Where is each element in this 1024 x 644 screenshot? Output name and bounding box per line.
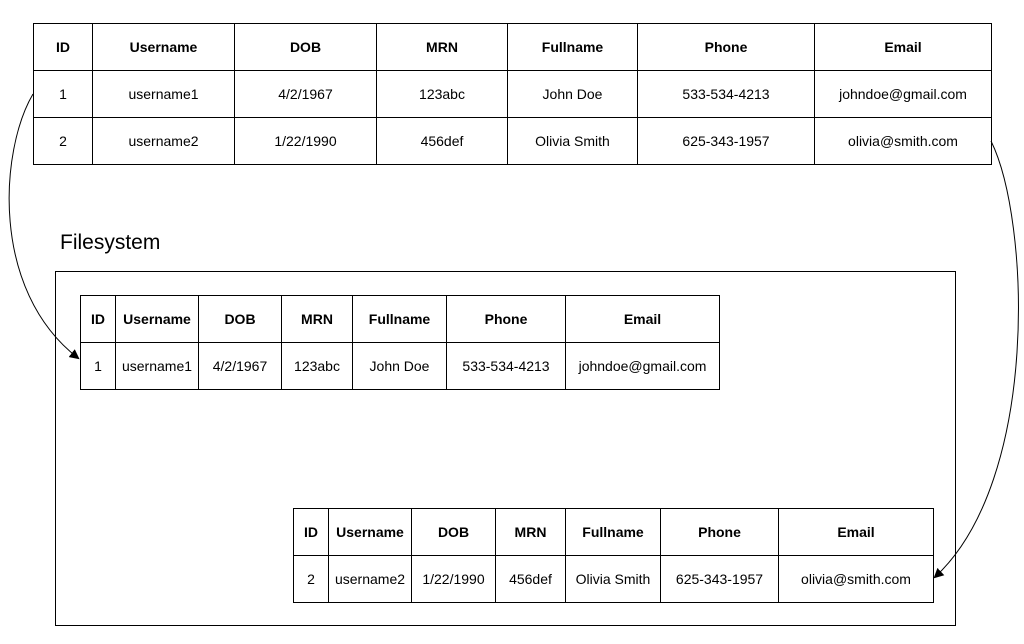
column-header-fullname: Fullname [566,509,661,556]
table-row [81,343,720,390]
column-header-phone: Phone [638,24,815,71]
column-header-email: Email [566,296,720,343]
table-row [34,71,992,118]
column-header-id: ID [81,296,116,343]
cell-phone: 625-343-1957 [661,556,779,603]
table-header-row [81,296,720,343]
cell-phone: 625-343-1957 [638,118,815,165]
cell-fullname: Olivia Smith [508,118,638,165]
cell-mrn: 456def [377,118,508,165]
cell-username: username1 [93,71,235,118]
cell-dob: 4/2/1967 [235,71,377,118]
cell-username: username1 [116,343,199,390]
users-table [33,23,992,165]
column-header-username: Username [93,24,235,71]
column-header-dob: DOB [412,509,496,556]
table-row [294,556,934,603]
column-header-fullname: Fullname [508,24,638,71]
table-header-row [294,509,934,556]
cell-mrn: 123abc [377,71,508,118]
cell-id: 1 [34,71,93,118]
cell-mrn: 456def [496,556,566,603]
cell-dob: 4/2/1967 [199,343,282,390]
column-header-phone: Phone [447,296,566,343]
cell-phone: 533-534-4213 [447,343,566,390]
cell-mrn: 123abc [282,343,353,390]
cell-username: username2 [329,556,412,603]
column-header-mrn: MRN [377,24,508,71]
cell-fullname: John Doe [508,71,638,118]
cell-username: username2 [93,118,235,165]
column-header-email: Email [815,24,992,71]
column-header-dob: DOB [235,24,377,71]
column-header-fullname: Fullname [353,296,447,343]
cell-id: 1 [81,343,116,390]
table-row [34,118,992,165]
column-header-mrn: MRN [496,509,566,556]
cell-dob: 1/22/1990 [235,118,377,165]
column-header-email: Email [779,509,934,556]
column-header-mrn: MRN [282,296,353,343]
cell-email: johndoe@gmail.com [566,343,720,390]
cell-phone: 533-534-4213 [638,71,815,118]
cell-email: olivia@smith.com [815,118,992,165]
cell-fullname: Olivia Smith [566,556,661,603]
column-header-dob: DOB [199,296,282,343]
cell-dob: 1/22/1990 [412,556,496,603]
cell-id: 2 [294,556,329,603]
column-header-id: ID [34,24,93,71]
cell-id: 2 [34,118,93,165]
column-header-username: Username [329,509,412,556]
table-header-row [34,24,992,71]
cell-fullname: John Doe [353,343,447,390]
column-header-phone: Phone [661,509,779,556]
filesystem-record-table-2 [293,508,934,603]
column-header-username: Username [116,296,199,343]
filesystem-label: Filesystem [60,231,161,254]
column-header-id: ID [294,509,329,556]
cell-email: johndoe@gmail.com [815,71,992,118]
filesystem-record-table-1 [80,295,720,390]
cell-email: olivia@smith.com [779,556,934,603]
